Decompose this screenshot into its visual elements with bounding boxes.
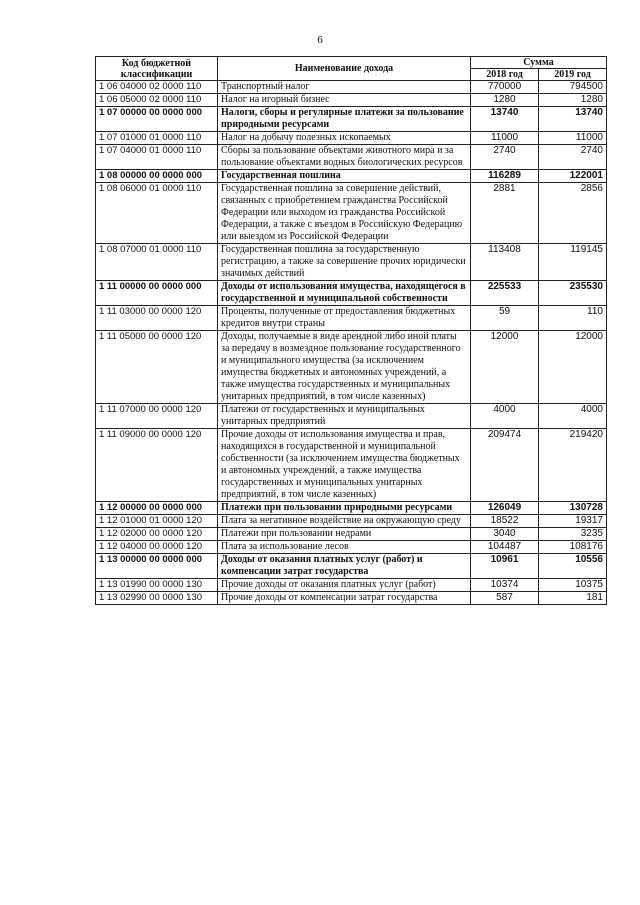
value-2018-cell: 2740 (471, 145, 539, 170)
table-row (96, 404, 607, 429)
value-2019-cell: 130728 (539, 502, 607, 515)
code-cell: 1 11 00000 00 0000 000 (96, 281, 218, 306)
value-2019-cell: 2856 (539, 183, 607, 244)
value-2018-cell: 770000 (471, 81, 539, 94)
value-2018-cell: 116289 (471, 170, 539, 183)
table-row (96, 528, 607, 541)
name-cell: Платежи при пользовании природными ресурсами (218, 502, 471, 515)
header-year-2019: 2019 год (539, 69, 607, 81)
name-cell: Доходы от оказания платных услуг (работ) и компенсации затрат государства (218, 554, 471, 579)
name-cell: Государственная пошлина за государственную регистрацию, а также за совершение прочих юридически значимых действий (218, 244, 471, 281)
value-2019-cell: 11000 (539, 132, 607, 145)
value-2018-cell: 4000 (471, 404, 539, 429)
name-cell: Доходы, получаемые в виде арендной либо иной платы за передачу в возмездное пользование государственного и муниципального имущества (за исключением имущества бюджетных и автономных учреждений, а также имущества государственных и муниципальных унитарных предприятий, в том числе казенных) (218, 331, 471, 404)
header-code: Код бюджетной классификации (96, 57, 218, 81)
value-2018-cell: 126049 (471, 502, 539, 515)
value-2018-cell: 18522 (471, 515, 539, 528)
value-2019-cell: 10375 (539, 579, 607, 592)
value-2019-cell: 3235 (539, 528, 607, 541)
name-cell: Транспортный налог (218, 81, 471, 94)
value-2018-cell: 1280 (471, 94, 539, 107)
table-row (96, 183, 607, 244)
code-cell: 1 12 02000 00 0000 120 (96, 528, 218, 541)
table-row (96, 281, 607, 306)
name-cell: Плата за использование лесов (218, 541, 471, 554)
table-row (96, 145, 607, 170)
header-name: Наименование дохода (218, 57, 471, 81)
name-cell: Плата за негативное воздействие на окружающую среду (218, 515, 471, 528)
code-cell: 1 12 01000 01 0000 120 (96, 515, 218, 528)
name-cell: Государственная пошлина (218, 170, 471, 183)
code-cell: 1 13 01990 00 0000 130 (96, 579, 218, 592)
name-cell: Платежи при пользовании недрами (218, 528, 471, 541)
name-cell: Прочие доходы от компенсации затрат государства (218, 592, 471, 605)
table-row (96, 331, 607, 404)
name-cell: Платежи от государственных и муниципальных унитарных предприятий (218, 404, 471, 429)
code-cell: 1 12 04000 00 0000 120 (96, 541, 218, 554)
table-row (96, 132, 607, 145)
name-cell: Прочие доходы от оказания платных услуг (работ) (218, 579, 471, 592)
code-cell: 1 11 09000 00 0000 120 (96, 429, 218, 502)
page-number: 6 (317, 34, 323, 46)
code-cell: 1 13 02990 00 0000 130 (96, 592, 218, 605)
header-sum: Сумма (471, 57, 607, 69)
code-cell: 1 06 05000 02 0000 110 (96, 94, 218, 107)
value-2018-cell: 104487 (471, 541, 539, 554)
table-row (96, 81, 607, 94)
value-2018-cell: 10961 (471, 554, 539, 579)
value-2018-cell: 13740 (471, 107, 539, 132)
code-cell: 1 13 00000 00 0000 000 (96, 554, 218, 579)
value-2018-cell: 10374 (471, 579, 539, 592)
code-cell: 1 11 03000 00 0000 120 (96, 306, 218, 331)
code-cell: 1 07 01000 01 0000 110 (96, 132, 218, 145)
value-2019-cell: 235530 (539, 281, 607, 306)
value-2019-cell: 794500 (539, 81, 607, 94)
name-cell: Государственная пошлина за совершение действий, связанных с приобретением гражданства Российской Федерации или выходом из гражданства Российской Федерации, а также с въездом в Российскую Федерацию или выездом из Российской Федерации (218, 183, 471, 244)
table-row (96, 429, 607, 502)
table-header (96, 57, 607, 81)
value-2018-cell: 3040 (471, 528, 539, 541)
code-cell: 1 08 07000 01 0000 110 (96, 244, 218, 281)
code-cell: 1 08 00000 00 0000 000 (96, 170, 218, 183)
table-row (96, 592, 607, 605)
table-row (96, 244, 607, 281)
code-cell: 1 06 04000 02 0000 110 (96, 81, 218, 94)
value-2019-cell: 12000 (539, 331, 607, 404)
value-2019-cell: 1280 (539, 94, 607, 107)
value-2018-cell: 209474 (471, 429, 539, 502)
value-2019-cell: 19317 (539, 515, 607, 528)
code-cell: 1 11 07000 00 0000 120 (96, 404, 218, 429)
header-year-2018: 2018 год (471, 69, 539, 81)
value-2019-cell: 122001 (539, 170, 607, 183)
table-row (96, 170, 607, 183)
value-2019-cell: 108176 (539, 541, 607, 554)
table-row (96, 541, 607, 554)
table-row (96, 554, 607, 579)
code-cell: 1 07 04000 01 0000 110 (96, 145, 218, 170)
name-cell: Налог на добычу полезных ископаемых (218, 132, 471, 145)
table-row (96, 579, 607, 592)
code-cell: 1 07 00000 00 0000 000 (96, 107, 218, 132)
code-cell: 1 12 00000 00 0000 000 (96, 502, 218, 515)
value-2019-cell: 119145 (539, 244, 607, 281)
value-2019-cell: 13740 (539, 107, 607, 132)
table-row (96, 107, 607, 132)
table-row (96, 306, 607, 331)
value-2018-cell: 225533 (471, 281, 539, 306)
table-body (96, 81, 607, 605)
value-2019-cell: 4000 (539, 404, 607, 429)
name-cell: Прочие доходы от использования имущества и прав, находящихся в государственной и муниципальной собственности (за исключением имущества бюджетных и автономных учреждений, а также имущества государственных и муниципальных унитарных предприятий, в том числе казенных) (218, 429, 471, 502)
code-cell: 1 08 06000 01 0000 110 (96, 183, 218, 244)
name-cell: Сборы за пользование объектами животного мира и за пользование объектами водных биологических ресурсов (218, 145, 471, 170)
table-row (96, 94, 607, 107)
table-row (96, 515, 607, 528)
name-cell: Налог на игорный бизнес (218, 94, 471, 107)
value-2018-cell: 2881 (471, 183, 539, 244)
value-2019-cell: 181 (539, 592, 607, 605)
value-2018-cell: 11000 (471, 132, 539, 145)
value-2018-cell: 59 (471, 306, 539, 331)
value-2018-cell: 587 (471, 592, 539, 605)
code-cell: 1 11 05000 00 0000 120 (96, 331, 218, 404)
value-2019-cell: 219420 (539, 429, 607, 502)
value-2018-cell: 12000 (471, 331, 539, 404)
name-cell: Налоги, сборы и регулярные платежи за пользование природными ресурсами (218, 107, 471, 132)
value-2019-cell: 110 (539, 306, 607, 331)
table-row (96, 502, 607, 515)
value-2019-cell: 2740 (539, 145, 607, 170)
value-2019-cell: 10556 (539, 554, 607, 579)
name-cell: Доходы от использования имущества, находящегося в государственной и муниципальной собственности (218, 281, 471, 306)
name-cell: Проценты, полученные от предоставления бюджетных кредитов внутри страны (218, 306, 471, 331)
value-2018-cell: 113408 (471, 244, 539, 281)
revenue-table (95, 56, 607, 605)
